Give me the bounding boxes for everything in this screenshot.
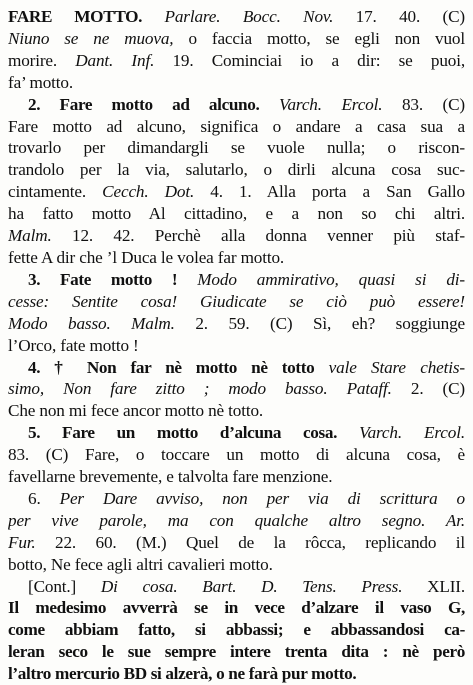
entry-per-dare-avviso bbox=[8, 488, 465, 576]
entry-line bbox=[8, 335, 465, 357]
body-text: XLII. bbox=[402, 576, 465, 596]
entry-line bbox=[8, 400, 465, 422]
entry-line bbox=[8, 378, 465, 400]
entry-line bbox=[8, 116, 465, 138]
entry-line bbox=[8, 466, 465, 488]
italic-text: Per Dare avviso, non per via di scrittura o bbox=[59, 488, 465, 508]
entry-line bbox=[8, 137, 465, 159]
entry-line bbox=[8, 159, 465, 181]
italic-text: Modo basso. Malm. bbox=[8, 313, 175, 333]
body-text bbox=[142, 7, 164, 26]
body-text: Fare motto ad alcuno, significa o andare a casa sua a bbox=[8, 116, 465, 136]
italic-text: Niuno se ne muova, bbox=[8, 28, 174, 48]
entry-line bbox=[8, 663, 465, 685]
italic-text: vale Stare chetis- bbox=[328, 357, 465, 377]
body-text bbox=[259, 95, 279, 114]
body-text: botto, Ne fece agli altri cavalieri motto. bbox=[8, 554, 273, 574]
italic-text: Varch. Ercol. bbox=[279, 94, 383, 114]
italic-text: Di cosa. Bart. D. Tens. Press. bbox=[100, 576, 403, 596]
entry-line bbox=[8, 357, 465, 379]
headword-text: Il medesimo avverrà se in vece d’alzare il vaso G, bbox=[8, 598, 465, 618]
italic-text: simo, Non fare zitto ; modo basso. Pataff. bbox=[8, 379, 392, 399]
italic-text: Cecch. Dot. bbox=[102, 182, 195, 202]
entry-line bbox=[8, 619, 465, 641]
body-text: l’Orco, fate motto ! bbox=[8, 335, 139, 355]
entry-line bbox=[8, 181, 465, 203]
entry-line bbox=[8, 597, 465, 619]
italic-text: cesse: Sentite cosa! Giudicate se ciò può essere! bbox=[8, 291, 465, 311]
entry-line bbox=[8, 641, 465, 663]
entry-line bbox=[8, 203, 465, 225]
body-text: 22. 60. (M.) Quel de la rôcca, replicando il bbox=[35, 532, 465, 552]
entry-fare-motto bbox=[8, 6, 465, 94]
entry-line bbox=[8, 532, 465, 554]
entry-line bbox=[8, 291, 465, 313]
body-text: o faccia motto, se egli non vuol bbox=[173, 28, 465, 48]
italic-text: Fur. bbox=[8, 532, 36, 552]
entry-line bbox=[8, 269, 465, 291]
headword-text: 4. † Non far nè motto nè totto bbox=[28, 357, 315, 377]
headword-text: come abbiam fatto, si abbassi; e abbassandosi ca- bbox=[8, 620, 465, 640]
body-text: 6. bbox=[28, 488, 60, 508]
entry-line bbox=[8, 422, 465, 444]
entry-line bbox=[8, 94, 465, 116]
body-text: ha fatto motto Al cittadino, e a non so chi altri. bbox=[8, 204, 465, 224]
body-text: favellarne brevemente, e talvolta fare menzione. bbox=[8, 467, 333, 487]
body-text: 12. 42. Perchè alla donna venner più staf- bbox=[51, 226, 465, 246]
body-text: 19. Cominciai io a dir: se puoi, bbox=[154, 50, 465, 70]
body-text: cintamente. bbox=[8, 182, 103, 202]
headword-text: leran seco le sue sempre intere trenta dita : nè però bbox=[8, 642, 465, 662]
body-text bbox=[177, 270, 197, 289]
body-text: 83. (C) bbox=[382, 94, 465, 114]
body-text: fa’ motto. bbox=[8, 72, 73, 92]
entry-fate-motto bbox=[8, 269, 465, 357]
body-text: trovarlo per dimandargli se vuole nulla; o riscon- bbox=[8, 138, 465, 158]
entry-line bbox=[8, 488, 465, 510]
body-text: 2. 59. (C) Sì, eh? soggiunge bbox=[174, 313, 465, 333]
body-text: fette A dir che ’l Duca le volea far motto. bbox=[8, 247, 285, 267]
entry-fare-motto-ad-alcuno bbox=[8, 94, 465, 269]
entry-line bbox=[8, 6, 465, 28]
entry-line bbox=[8, 510, 465, 532]
italic-text: Malm. bbox=[8, 226, 52, 246]
entry-line bbox=[8, 576, 465, 598]
entry-line bbox=[8, 50, 465, 72]
entry-line bbox=[8, 225, 465, 247]
entry-line bbox=[8, 444, 465, 466]
entry-cont bbox=[8, 576, 465, 685]
italic-text: per vive parole, ma con qualche altro segno. Ar. bbox=[8, 510, 465, 530]
headword-text: 5. Fare un motto d’alcuna cosa. bbox=[28, 423, 338, 443]
italic-text: Varch. Ercol. bbox=[359, 423, 465, 443]
entry-line bbox=[8, 313, 465, 335]
body-text bbox=[337, 423, 359, 442]
entry-fare-un-motto bbox=[8, 422, 465, 488]
headword-text: FARE MOTTO. bbox=[8, 7, 143, 26]
body-text: 2. (C) bbox=[391, 379, 465, 399]
italic-text: Dant. Inf. bbox=[75, 50, 155, 70]
headword-text: 3. Fate motto ! bbox=[28, 269, 178, 289]
body-text: trandolo per la via, salutarlo, o dirli alcuna cosa suc- bbox=[8, 160, 465, 180]
entry-non-far-ne-motto bbox=[8, 357, 465, 423]
entry-line bbox=[8, 72, 465, 94]
headword-text: 2. Fare motto ad alcuno. bbox=[28, 94, 260, 114]
entry-line bbox=[8, 28, 465, 50]
entry-line bbox=[8, 247, 465, 269]
body-text: 4. 1. Alla porta a San Gallo bbox=[194, 182, 465, 202]
body-text bbox=[314, 358, 328, 377]
body-text: morire. bbox=[8, 50, 76, 70]
body-text: 17. 40. (C) bbox=[333, 7, 465, 26]
italic-text: Modo ammirativo, quasi si di- bbox=[197, 269, 465, 289]
italic-text: Parlare. Bocc. Nov. bbox=[164, 7, 334, 26]
headword-text: l’altro mercurio BD si alzerà, o ne farà pur motto. bbox=[8, 664, 357, 684]
body-text: 83. (C) Fare, o toccare un motto di alcuna cosa, è bbox=[8, 445, 465, 465]
entry-line bbox=[8, 554, 465, 576]
body-text: [Cont.] bbox=[28, 576, 101, 596]
body-text: Che non mi fece ancor motto nè totto. bbox=[8, 401, 264, 421]
